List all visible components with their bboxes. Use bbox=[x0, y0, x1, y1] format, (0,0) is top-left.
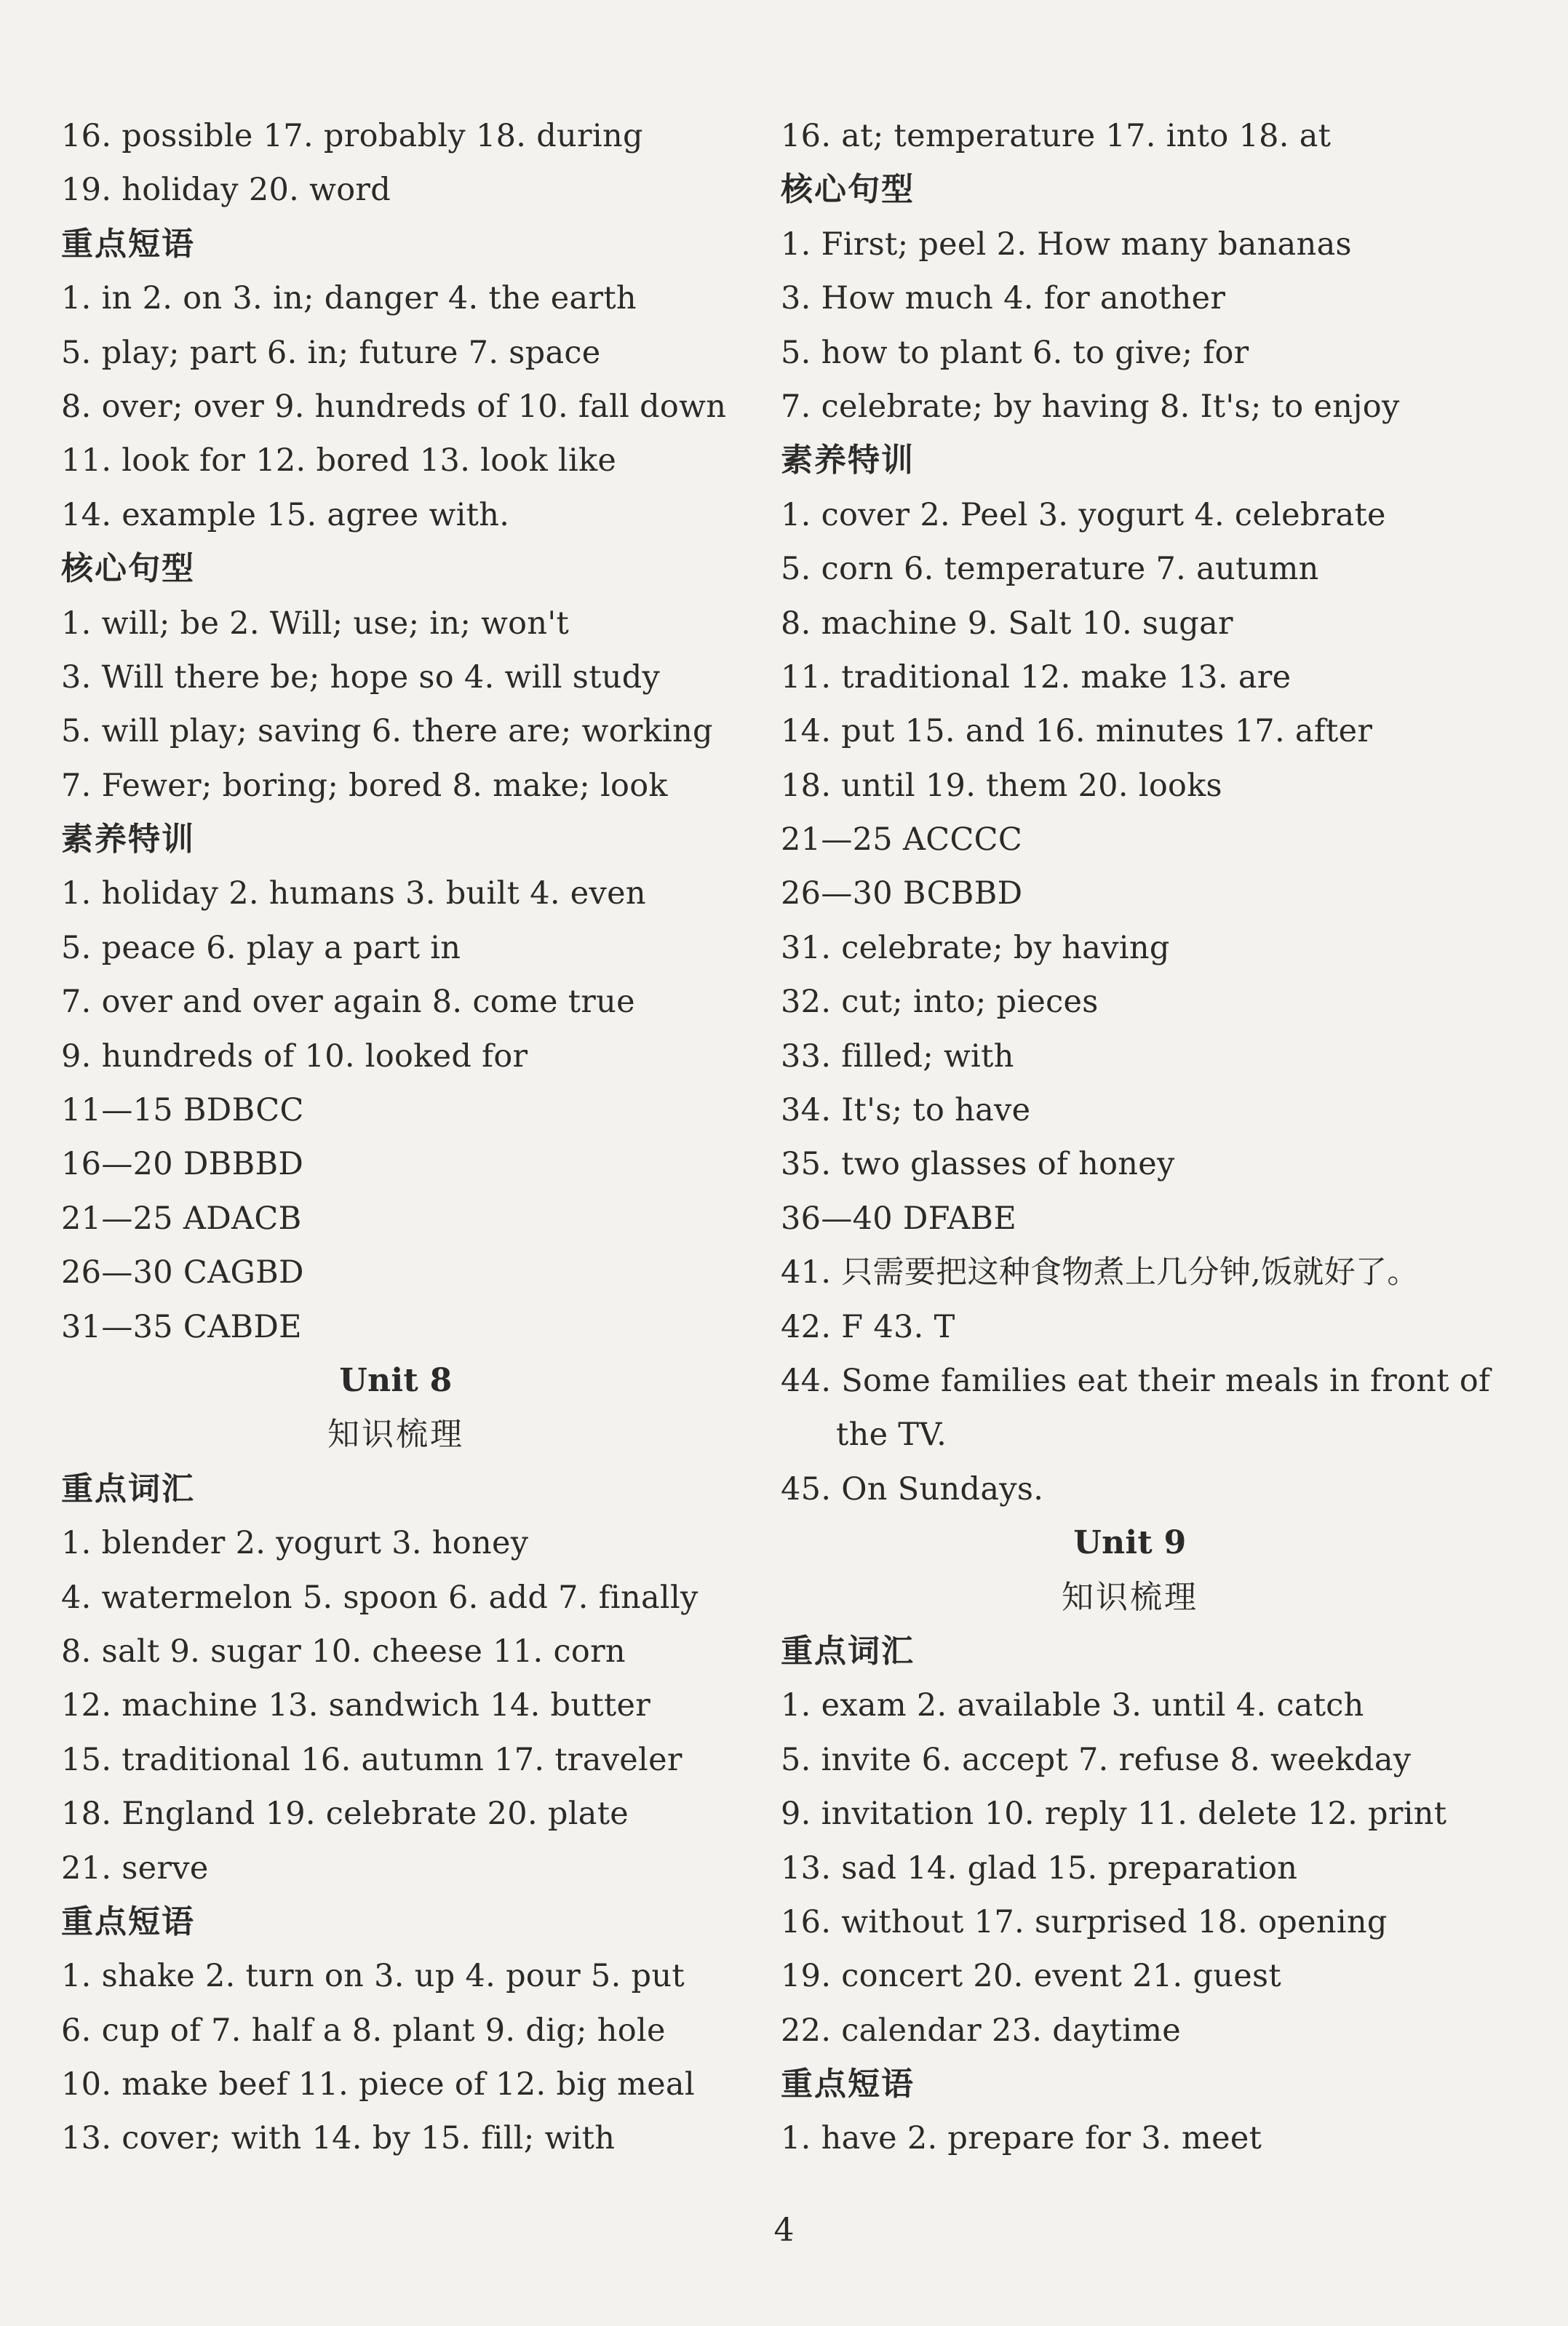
answer-line: 22. calendar 23. daytime bbox=[781, 2012, 1182, 2049]
answer-line: 36—40 DFABE bbox=[781, 1200, 1017, 1237]
section-title: 知识梳理 bbox=[1062, 1578, 1198, 1616]
answer-line: 5. play; part 6. in; future 7. space bbox=[61, 334, 601, 371]
answer-line: 34. It's; to have bbox=[781, 1092, 1031, 1129]
section-heading: 重点词汇 bbox=[61, 1470, 195, 1507]
answer-line: 1. blender 2. yogurt 3. honey bbox=[61, 1525, 529, 1562]
answer-line: 3. Will there be; hope so 4. will study bbox=[61, 658, 661, 696]
answer-line: 4. watermelon 5. spoon 6. add 7. finally bbox=[61, 1579, 699, 1616]
answer-line: 1. holiday 2. humans 3. built 4. even bbox=[61, 875, 646, 912]
answer-line: 6. cup of 7. half a 8. plant 9. dig; hole bbox=[61, 2012, 666, 2049]
answer-line: 33. filled; with bbox=[781, 1037, 1014, 1075]
section-heading: 核心句型 bbox=[61, 550, 195, 588]
unit-title: Unit 8 bbox=[339, 1361, 453, 1399]
answer-line: 14. put 15. and 16. minutes 17. after bbox=[781, 713, 1373, 750]
answer-line: 19. concert 20. event 21. guest bbox=[781, 1958, 1281, 1995]
answer-line: 15. traditional 16. autumn 17. traveler bbox=[61, 1741, 682, 1778]
answer-line: 16. without 17. surprised 18. opening bbox=[781, 1903, 1388, 1940]
answer-line: 1. will; be 2. Will; use; in; won't bbox=[61, 605, 570, 642]
answer-line: 21—25 ACCCC bbox=[781, 821, 1023, 859]
answer-line: 32. cut; into; pieces bbox=[781, 984, 1099, 1021]
answer-line: 13. sad 14. glad 15. preparation bbox=[781, 1849, 1298, 1887]
answer-line: 12. machine 13. sandwich 14. butter bbox=[61, 1687, 651, 1724]
answer-line: 41. 只需要把这种食物煮上几分钟,饭就好了。 bbox=[781, 1254, 1419, 1291]
answer-line: 7. Fewer; boring; bored 8. make; look bbox=[61, 767, 668, 804]
answer-line: 16. at; temperature 17. into 18. at bbox=[781, 118, 1332, 154]
answer-line: 5. invite 6. accept 7. refuse 8. weekday bbox=[781, 1741, 1412, 1778]
answer-line: 42. F 43. T bbox=[781, 1308, 955, 1345]
answer-line: 19. holiday 20. word bbox=[61, 172, 391, 209]
answer-line: 7. celebrate; by having 8. It's; to enjoy bbox=[781, 388, 1400, 425]
answer-line: 9. hundreds of 10. looked for bbox=[61, 1037, 528, 1075]
answer-line: 8. over; over 9. hundreds of 10. fall down bbox=[61, 388, 727, 425]
answer-line: 11. traditional 12. make 13. are bbox=[781, 658, 1292, 696]
page-number: 4 bbox=[773, 2212, 795, 2249]
section-heading: 重点短语 bbox=[61, 225, 195, 263]
answer-line: 10. make beef 11. piece of 12. big meal bbox=[61, 2066, 695, 2103]
answer-line: 9. invitation 10. reply 11. delete 12. print bbox=[781, 1796, 1447, 1833]
answer-line-continuation: the TV. bbox=[836, 1417, 947, 1454]
section-heading: 重点短语 bbox=[61, 1903, 195, 1940]
answer-line: 11. look for 12. bored 13. look like bbox=[61, 442, 617, 479]
answer-line: 1. shake 2. turn on 3. up 4. pour 5. put bbox=[61, 1958, 685, 1995]
section-heading: 重点词汇 bbox=[781, 1632, 915, 1670]
answer-line: 1. in 2. on 3. in; danger 4. the earth bbox=[61, 280, 637, 317]
answer-line: 21. serve bbox=[61, 1849, 209, 1887]
answer-line: 31—35 CABDE bbox=[61, 1308, 302, 1345]
answer-line: 5. corn 6. temperature 7. autumn bbox=[781, 551, 1319, 588]
answer-line: 13. cover; with 14. by 15. fill; with bbox=[61, 2120, 616, 2157]
answer-line: 1. cover 2. Peel 3. yogurt 4. celebrate bbox=[781, 496, 1386, 533]
section-heading: 核心句型 bbox=[781, 171, 915, 209]
answer-line: 1. exam 2. available 3. until 4. catch bbox=[781, 1687, 1364, 1724]
answer-line: 5. peace 6. play a part in bbox=[61, 929, 461, 966]
answer-line: 16—20 DBBBD bbox=[61, 1146, 304, 1183]
answer-line: 5. how to plant 6. to give; for bbox=[781, 334, 1249, 371]
answer-line: 3. How much 4. for another bbox=[781, 280, 1226, 317]
section-heading: 重点短语 bbox=[781, 2066, 915, 2103]
right-column bbox=[781, 109, 1508, 2166]
answer-line: 21—25 ADACB bbox=[61, 1200, 302, 1237]
section-heading: 素养特训 bbox=[61, 821, 195, 859]
answer-line: 45. On Sundays. bbox=[781, 1470, 1044, 1507]
answer-line: 1. First; peel 2. How many bananas bbox=[781, 226, 1352, 263]
answer-line: 5. will play; saving 6. there are; working bbox=[61, 713, 713, 750]
answer-line: 14. example 15. agree with. bbox=[61, 496, 510, 533]
answer-line: 1. have 2. prepare for 3. meet bbox=[781, 2120, 1262, 2157]
unit-title: Unit 9 bbox=[1073, 1524, 1187, 1562]
answer-line: 11—15 BDBCC bbox=[61, 1092, 304, 1129]
answer-line: 44. Some families eat their meals in front of bbox=[781, 1362, 1491, 1399]
answer-line: 8. machine 9. Salt 10. sugar bbox=[781, 605, 1233, 642]
answer-line: 18. until 19. them 20. looks bbox=[781, 767, 1222, 804]
answer-line: 7. over and over again 8. come true bbox=[61, 984, 635, 1021]
answer-line: 31. celebrate; by having bbox=[781, 929, 1170, 966]
answer-line: 26—30 CAGBD bbox=[61, 1254, 304, 1291]
section-title: 知识梳理 bbox=[327, 1416, 464, 1454]
answer-line: 16. possible 17. probably 18. during bbox=[61, 118, 643, 154]
answer-line: 18. England 19. celebrate 20. plate bbox=[61, 1796, 629, 1833]
section-heading: 素养特训 bbox=[781, 442, 915, 479]
answer-line: 35. two glasses of honey bbox=[781, 1146, 1175, 1183]
answer-line: 26—30 BCBBD bbox=[781, 875, 1023, 912]
answer-line: 8. salt 9. sugar 10. cheese 11. corn bbox=[61, 1633, 626, 1670]
left-column bbox=[61, 109, 760, 2166]
